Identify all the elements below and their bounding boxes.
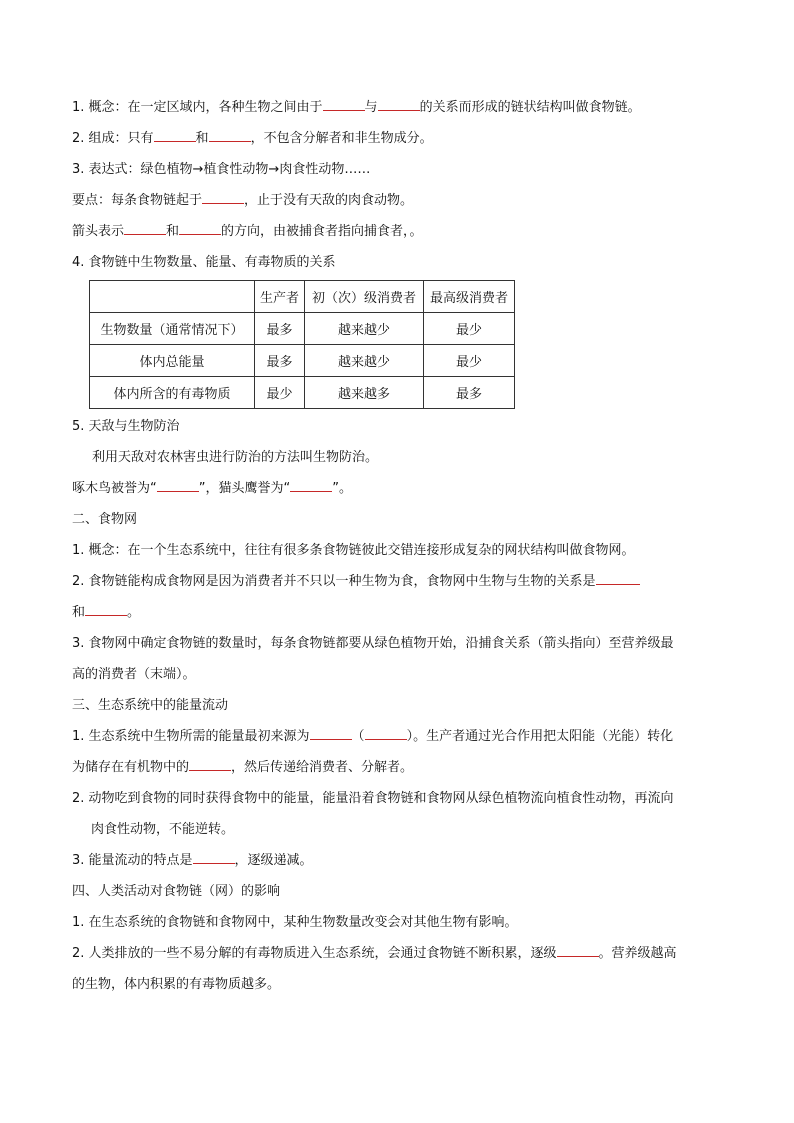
answer-blank[interactable] [154, 125, 196, 142]
key-point [72, 185, 722, 216]
energy-transfer: 2. 动物吃到食物的同时获得食物中的能量，能量沿着食物链和食物网从绿色植物流向植食性动物，再流向 [72, 791, 674, 806]
table-cell: 体内所含的有毒物质 [90, 377, 255, 409]
text: 2. 食物链能构成食物网是因为消费者并不只以一种生物为食，食物网中生物与生物的关系是 [72, 574, 596, 589]
table-cell: 越来越少 [305, 313, 424, 345]
table-cell: 最少 [424, 345, 515, 377]
text: 。 [127, 605, 141, 620]
table-row [90, 345, 515, 377]
text: 1. 概念：在一定区域内，各种生物之间由于 [72, 100, 323, 115]
text: ，然后传递给消费者、分解者。 [231, 760, 414, 775]
text: 的关系而形成的链状结构叫做食物链。 [419, 100, 641, 115]
energy-feature [72, 845, 722, 876]
text: 2. 组成：只有 [72, 131, 154, 146]
answer-blank[interactable] [323, 94, 365, 111]
text: 箭头表示 [72, 224, 125, 239]
answer-blank[interactable] [189, 754, 231, 771]
answer-blank[interactable] [365, 723, 407, 740]
table-cell: 越来越少 [305, 345, 424, 377]
food-chain-concept [72, 92, 722, 123]
text: 1. 生态系统中生物所需的能量最初来源为 [72, 729, 310, 744]
text: 要点：每条食物链起于 [72, 193, 203, 208]
energy-source [72, 721, 722, 752]
text: ，止于没有天敌的肉食动物。 [244, 193, 414, 208]
answer-blank[interactable] [378, 94, 420, 111]
answer-blank[interactable] [179, 218, 221, 235]
table-header-row [90, 281, 515, 313]
food-web-reason [72, 566, 722, 597]
text: ”。 [332, 481, 352, 496]
answer-blank[interactable] [202, 187, 244, 204]
table-cell: 最多 [255, 313, 305, 345]
table-cell: 最多 [424, 377, 515, 409]
answer-blank[interactable] [157, 475, 199, 492]
biocontrol-heading: 5. 天敌与生物防治 [72, 419, 180, 434]
text: ，逐级递减。 [234, 853, 313, 868]
table-cell: 生物数量（通常情况下） [90, 313, 255, 345]
table-row [90, 313, 515, 345]
table-cell: 越来越多 [305, 377, 424, 409]
answer-blank[interactable] [310, 723, 352, 740]
text: 和 [72, 605, 86, 620]
text: ”，猫头鹰誉为“ [198, 481, 291, 496]
table-header: 初（次）级消费者 [305, 281, 424, 313]
section-title-food-web: 二、食物网 [72, 512, 138, 527]
text: 啄木鸟被誉为“ [72, 481, 157, 496]
section-title-energy-flow: 三、生态系统中的能量流动 [72, 698, 229, 713]
table-cell: 体内总能量 [90, 345, 255, 377]
nickname-question [72, 473, 722, 504]
text: 和 [166, 224, 180, 239]
text: 2. 人类排放的一些不易分解的有毒物质进入生态系统，会通过食物链不断积累，逐级 [72, 946, 557, 961]
answer-blank[interactable] [557, 940, 599, 957]
answer-blank[interactable] [209, 125, 251, 142]
text: ）。生产者通过光合作用把太阳能（光能）转化 [406, 729, 674, 744]
population-change: 1. 在生态系统的食物链和食物网中，某种生物数量改变会对其他生物有影响。 [72, 915, 518, 930]
text: 的方向，由被捕食者指向捕食者，。 [221, 224, 423, 239]
answer-blank[interactable] [193, 847, 235, 864]
worksheet-page [72, 92, 722, 1000]
arrow-meaning [72, 216, 722, 247]
energy-transfer-cont: 肉食性动物，不能逆转。 [91, 822, 235, 837]
food-chain-expression: 3. 表达式：绿色植物→植食性动物→肉食性动物…… [72, 162, 371, 177]
table-header [90, 281, 255, 313]
food-chain-counting: 3. 食物网中确定食物链的数量时，每条食物链都要从绿色植物开始，沿捕食关系（箭头指向）至营养级最 [72, 636, 674, 651]
relation-heading: 4. 食物链中生物数量、能量、有毒物质的关系 [72, 255, 336, 270]
energy-source-cont [72, 752, 722, 783]
table-row [90, 377, 515, 409]
text: 与 [364, 100, 378, 115]
table-cell: 最少 [424, 313, 515, 345]
text: （ [351, 729, 365, 744]
text: 和 [195, 131, 209, 146]
text: ，不包含分解者和非生物成分。 [250, 131, 433, 146]
toxin-accumulation-cont: 的生物，体内积累的有毒物质越多。 [72, 977, 281, 992]
biocontrol-definition: 利用天敌对农林害虫进行防治的方法叫生物防治。 [92, 450, 379, 465]
section-title-human-impact: 四、人类活动对食物链（网）的影响 [72, 884, 281, 899]
table-cell: 最少 [255, 377, 305, 409]
food-web-concept: 1. 概念：在一个生态系统中，往往有很多条食物链彼此交错连接形成复杂的网状结构叫做食物网。 [72, 543, 635, 558]
food-chain-composition [72, 123, 722, 154]
text: 3. 能量流动的特点是 [72, 853, 193, 868]
answer-blank[interactable] [290, 475, 332, 492]
relation-table [89, 280, 515, 409]
answer-blank[interactable] [124, 218, 166, 235]
text: 为储存在有机物中的 [72, 760, 190, 775]
table-header: 生产者 [255, 281, 305, 313]
food-chain-counting-cont: 高的消费者（末端）。 [72, 667, 196, 682]
food-web-reason-cont [72, 597, 722, 628]
table-header: 最高级消费者 [424, 281, 515, 313]
table-cell: 最多 [255, 345, 305, 377]
answer-blank[interactable] [85, 599, 127, 616]
text: 。营养级越高 [598, 946, 677, 961]
answer-blank[interactable] [596, 568, 640, 585]
toxin-accumulation [72, 938, 722, 969]
